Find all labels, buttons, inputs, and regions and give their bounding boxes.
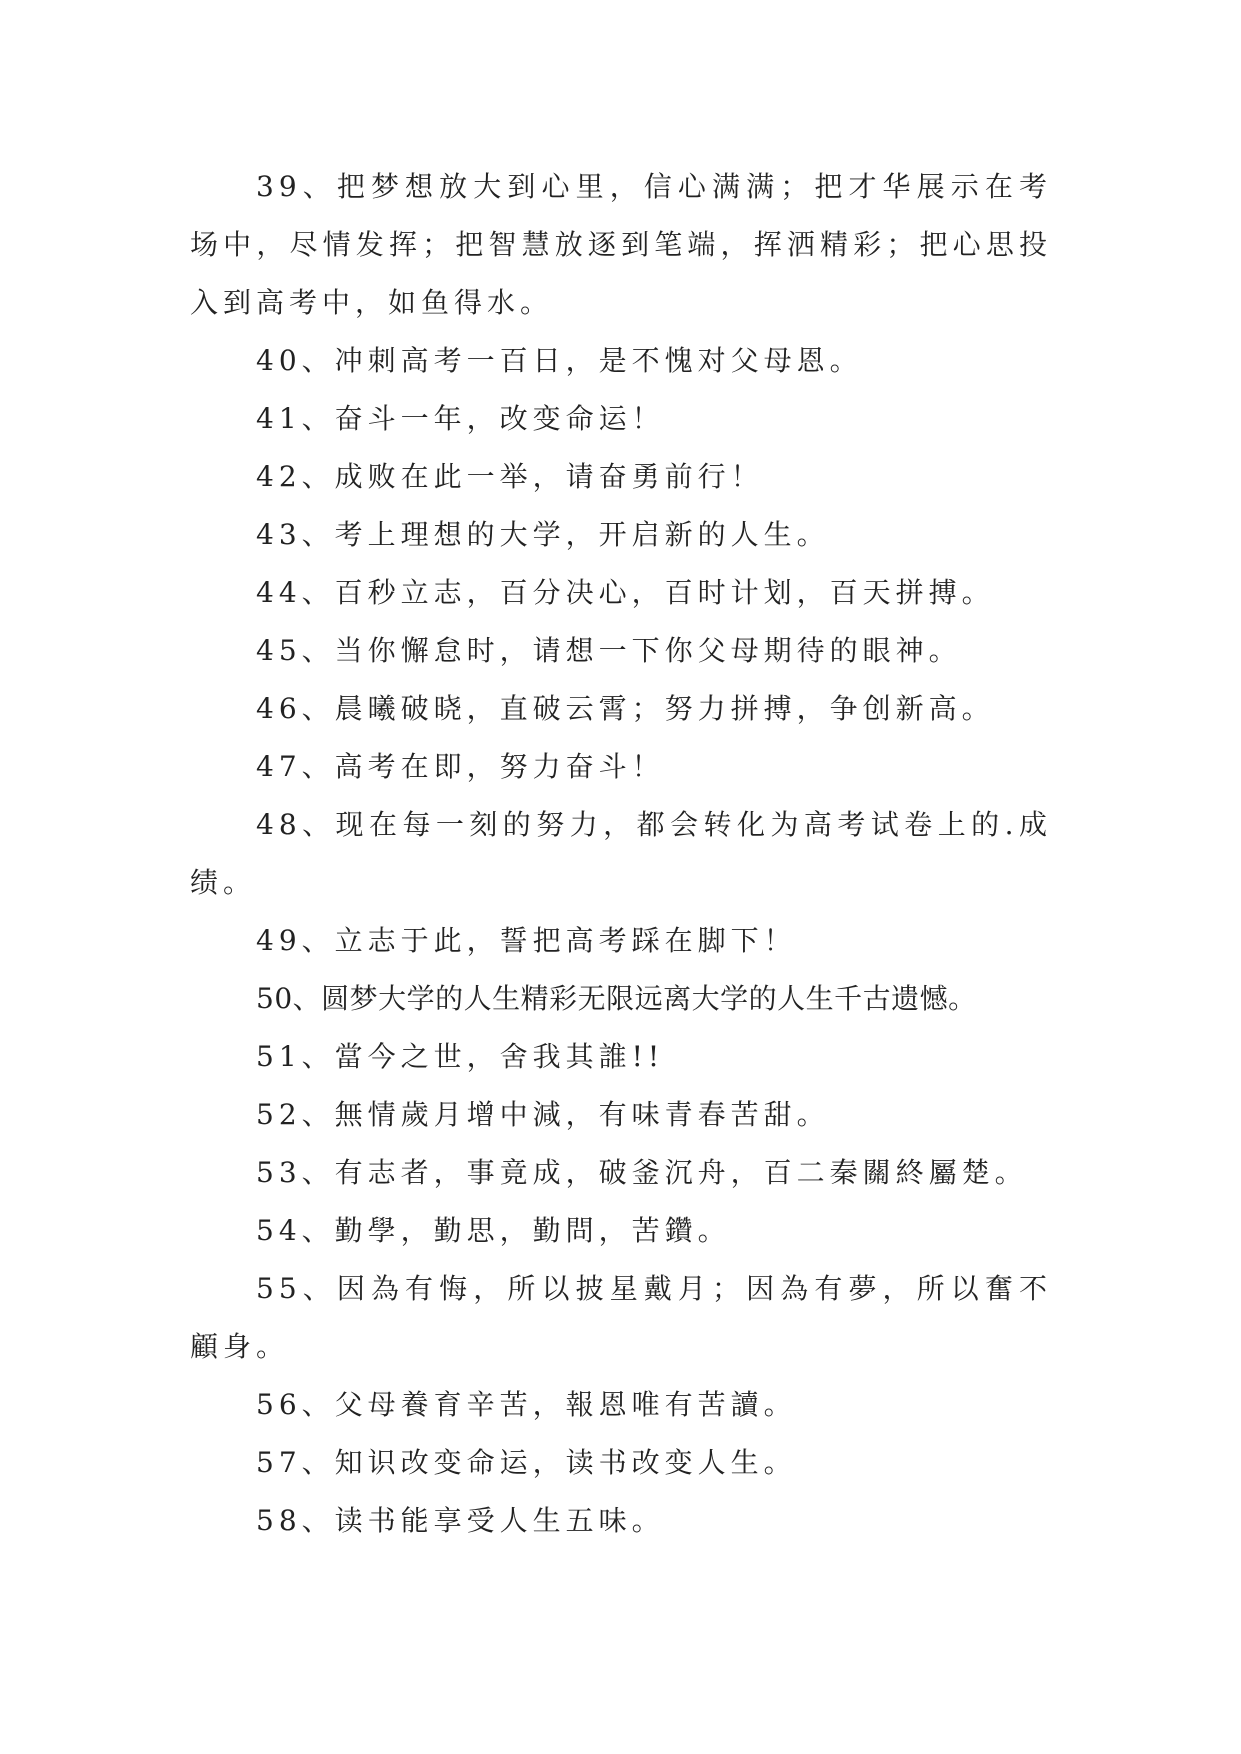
paragraph-50: 50、圆梦大学的人生精彩无限远离大学的人生千古遗憾。 [256, 982, 977, 1015]
paragraph-57: 57、知识改变命运，读书改变人生。 [256, 1446, 797, 1479]
paragraph-48: 48、现在每一刻的努力，都会转化为高考试卷上的.成绩。 [190, 808, 1052, 899]
paragraph-43: 43、考上理想的大学，开启新的人生。 [256, 518, 830, 551]
paragraph-46: 46、晨曦破晓，直破云霄；努力拼搏，争创新高。 [256, 692, 995, 725]
paragraph-51: 51、當今之世，舍我其誰!! [256, 1040, 665, 1073]
paragraph-55: 55、因為有悔，所以披星戴月；因為有夢，所以奮不顧身。 [190, 1272, 1052, 1363]
paragraph-54: 54、勤學，勤思，勤問，苦鑽。 [256, 1214, 731, 1247]
paragraph-47: 47、高考在即，努力奋斗！ [256, 750, 665, 783]
document-body [190, 158, 1052, 1550]
paragraph-39: 39、把梦想放大到心里，信心满满；把才华展示在考场中，尽情发挥；把智慧放逐到笔端，挥洒精彩；把心思投入到高考中，如鱼得水。 [190, 170, 1052, 319]
paragraph-41: 41、奋斗一年，改变命运！ [256, 402, 665, 435]
paragraph-42: 42、成败在此一举，请奋勇前行！ [256, 460, 764, 493]
paragraph-52: 52、無情歲月增中減，有味青春苦甜。 [256, 1098, 830, 1131]
paragraph-53: 53、有志者，事竟成，破釜沉舟，百二秦關終屬楚。 [256, 1156, 1028, 1189]
paragraph-58: 58、读书能享受人生五味。 [256, 1504, 665, 1537]
paragraph-45: 45、当你懈怠时，请想一下你父母期待的眼神。 [256, 634, 962, 667]
paragraph-56: 56、父母養育辛苦，報恩唯有苦讀。 [256, 1388, 797, 1421]
paragraph-40: 40、冲刺高考一百日，是不愧对父母恩。 [256, 344, 863, 377]
paragraph-44: 44、百秒立志，百分决心，百时计划，百天拼搏。 [256, 576, 995, 609]
paragraph-49: 49、立志于此，誓把高考踩在脚下！ [256, 924, 797, 957]
